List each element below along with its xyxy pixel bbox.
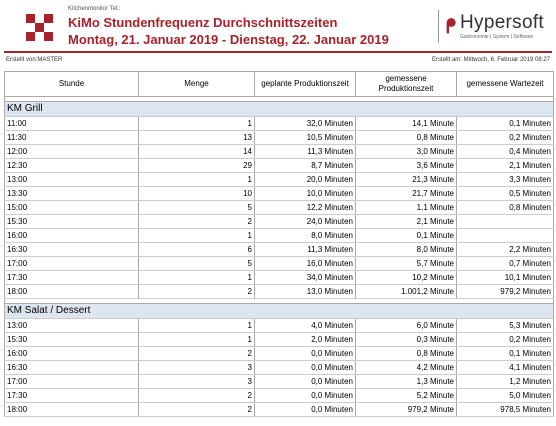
logo-divider [438, 10, 439, 43]
table-cell: 5,0 Minuten [457, 389, 554, 403]
table-cell: 1.001,2 Minute [356, 285, 457, 299]
table-cell: 2,0 Minuten [255, 333, 356, 347]
table-cell: 2 [139, 215, 255, 229]
table-row [5, 285, 554, 299]
table-cell: 17:00 [5, 257, 139, 271]
table-row [5, 361, 554, 375]
section-header [5, 304, 554, 319]
table-cell: 15:30 [5, 215, 139, 229]
hypersoft-logo-icon: ᖰ [446, 16, 457, 38]
table-cell: 11,3 Minuten [255, 243, 356, 257]
table-cell: 2,1 Minute [356, 215, 457, 229]
table-cell: 1 [139, 229, 255, 243]
table-cell: 0,3 Minute [356, 333, 457, 347]
table-cell: 16:00 [5, 347, 139, 361]
table-row [5, 403, 554, 417]
table-cell: 16:00 [5, 229, 139, 243]
table-cell: 13:00 [5, 319, 139, 333]
table-cell: 6 [139, 243, 255, 257]
table-cell: 16,0 Minuten [255, 257, 356, 271]
table-cell: 2,2 Minuten [457, 243, 554, 257]
column-header-gemessene-produktionszeit: gemessene Produktionszeit [356, 72, 457, 97]
column-header-gemessene-wartezeit: gemessene Wartezeit [457, 72, 554, 97]
table-row [5, 271, 554, 285]
table-cell: 979,2 Minuten [457, 285, 554, 299]
table-cell: 0,0 Minuten [255, 403, 356, 417]
table-row [5, 389, 554, 403]
table-cell: 0,8 Minute [356, 131, 457, 145]
table-cell: 4,2 Minute [356, 361, 457, 375]
table-cell: 0,5 Minuten [457, 187, 554, 201]
table-cell: 18:00 [5, 285, 139, 299]
table-cell: 8,7 Minuten [255, 159, 356, 173]
table-cell: 11:00 [5, 117, 139, 131]
table-cell: 5 [139, 201, 255, 215]
section-title: KM Grill [5, 102, 554, 117]
table-cell: 8,0 Minuten [255, 229, 356, 243]
table-cell: 3,3 Minuten [457, 173, 554, 187]
table-cell: 0,8 Minuten [457, 201, 554, 215]
table-cell: 32,0 Minuten [255, 117, 356, 131]
table-row [5, 145, 554, 159]
table-cell [457, 215, 554, 229]
table-cell: 10,5 Minuten [255, 131, 356, 145]
table-cell: 24,0 Minuten [255, 215, 356, 229]
table-cell: 3 [139, 361, 255, 375]
table-cell: 0,2 Minuten [457, 333, 554, 347]
table-cell: 14,1 Minute [356, 117, 457, 131]
table-cell: 18:00 [5, 403, 139, 417]
hypersoft-brand: Hypersoft [460, 12, 545, 33]
table-cell: 29 [139, 159, 255, 173]
table-cell: 0,2 Minuten [457, 131, 554, 145]
kimo-logo-icon [26, 14, 52, 40]
report-date-range: Montag, 21. Januar 2019 - Dienstag, 22. Januar 2019 [68, 32, 389, 47]
header-divider [4, 51, 552, 53]
table-cell: 1 [139, 333, 255, 347]
table-cell: 0,1 Minuten [457, 347, 554, 361]
table-row [5, 243, 554, 257]
table-cell: 0,7 Minuten [457, 257, 554, 271]
table-cell: 21,7 Minute [356, 187, 457, 201]
created-by: Erstellt von:MASTER [6, 57, 63, 63]
table-row [5, 117, 554, 131]
table-row [5, 173, 554, 187]
table-cell: 0,8 Minute [356, 347, 457, 361]
table-cell: 10,1 Minuten [457, 271, 554, 285]
table-cell: 21,3 Minute [356, 173, 457, 187]
table-cell: 0,4 Minuten [457, 145, 554, 159]
table-cell: 17:30 [5, 271, 139, 285]
table-row [5, 187, 554, 201]
table-cell: 5,3 Minuten [457, 319, 554, 333]
table-cell: 10,0 Minuten [255, 187, 356, 201]
table-cell: 0,0 Minuten [255, 389, 356, 403]
section-title: KM Salat / Dessert [5, 304, 554, 319]
table-row [5, 333, 554, 347]
kitchenmonitor-tel: Kitchenmonitor Tel.: [68, 6, 121, 12]
table-cell: 8,0 Minute [356, 243, 457, 257]
table-cell [457, 229, 554, 243]
table-row [5, 347, 554, 361]
table-cell: 12,2 Minuten [255, 201, 356, 215]
table-cell: 5,2 Minute [356, 389, 457, 403]
table-row [5, 159, 554, 173]
table-cell: 13,0 Minuten [255, 285, 356, 299]
table-cell: 1,2 Minuten [457, 375, 554, 389]
created-at: Erstellt am: Mittwoch, 6. Februar 2019 08:27 [431, 57, 550, 63]
table-cell: 14 [139, 145, 255, 159]
table-cell: 5,7 Minute [356, 257, 457, 271]
table-row [5, 131, 554, 145]
table-cell: 17:30 [5, 389, 139, 403]
table-cell: 3,6 Minute [356, 159, 457, 173]
table-cell: 20,0 Minuten [255, 173, 356, 187]
table-cell: 15:00 [5, 201, 139, 215]
table-cell: 12:00 [5, 145, 139, 159]
hypersoft-tagline: Gastronomie | System | Software [460, 34, 534, 40]
table-cell: 4,1 Minuten [457, 361, 554, 375]
table-cell: 0,0 Minuten [255, 375, 356, 389]
table-cell: 16:30 [5, 361, 139, 375]
table-cell: 4,0 Minuten [255, 319, 356, 333]
table-cell: 11:30 [5, 131, 139, 145]
table-cell: 1 [139, 271, 255, 285]
table-cell: 34,0 Minuten [255, 271, 356, 285]
report-table [4, 71, 554, 417]
table-cell: 16:30 [5, 243, 139, 257]
table-cell: 2 [139, 285, 255, 299]
report-title: KiMo Stundenfrequenz Durchschnittszeiten [68, 15, 338, 30]
table-cell: 3,0 Minute [356, 145, 457, 159]
table-cell: 13:30 [5, 187, 139, 201]
table-cell: 0,1 Minuten [457, 117, 554, 131]
table-cell: 13:00 [5, 173, 139, 187]
table-cell: 2,1 Minuten [457, 159, 554, 173]
table-cell: 17:00 [5, 375, 139, 389]
table-cell: 12:30 [5, 159, 139, 173]
table-row [5, 319, 554, 333]
table-cell: 13 [139, 131, 255, 145]
table-cell: 3 [139, 375, 255, 389]
table-cell: 1,1 Minute [356, 201, 457, 215]
table-cell: 979,2 Minute [356, 403, 457, 417]
table-row [5, 215, 554, 229]
table-cell: 6,0 Minute [356, 319, 457, 333]
column-header-geplante-produktionszeit: geplante Produktionszeit [255, 72, 356, 97]
table-row [5, 375, 554, 389]
table-cell: 11,3 Minuten [255, 145, 356, 159]
table-cell: 0,1 Minute [356, 229, 457, 243]
table-header-row [5, 72, 554, 97]
section-header [5, 102, 554, 117]
table-row [5, 229, 554, 243]
table-cell: 2 [139, 389, 255, 403]
table-row [5, 257, 554, 271]
table-cell: 0,0 Minuten [255, 347, 356, 361]
column-header-stunde: Stunde [5, 72, 139, 97]
table-cell: 0,0 Minuten [255, 361, 356, 375]
table-cell: 1 [139, 173, 255, 187]
table-cell: 10 [139, 187, 255, 201]
table-cell: 15:30 [5, 333, 139, 347]
table-cell: 978,5 Minuten [457, 403, 554, 417]
table-cell: 1,3 Minute [356, 375, 457, 389]
table-cell: 2 [139, 347, 255, 361]
table-row [5, 201, 554, 215]
table-cell: 1 [139, 319, 255, 333]
table-cell: 5 [139, 257, 255, 271]
table-cell: 1 [139, 117, 255, 131]
table-cell: 10,2 Minute [356, 271, 457, 285]
column-header-menge: Menge [139, 72, 255, 97]
table-cell: 2 [139, 403, 255, 417]
